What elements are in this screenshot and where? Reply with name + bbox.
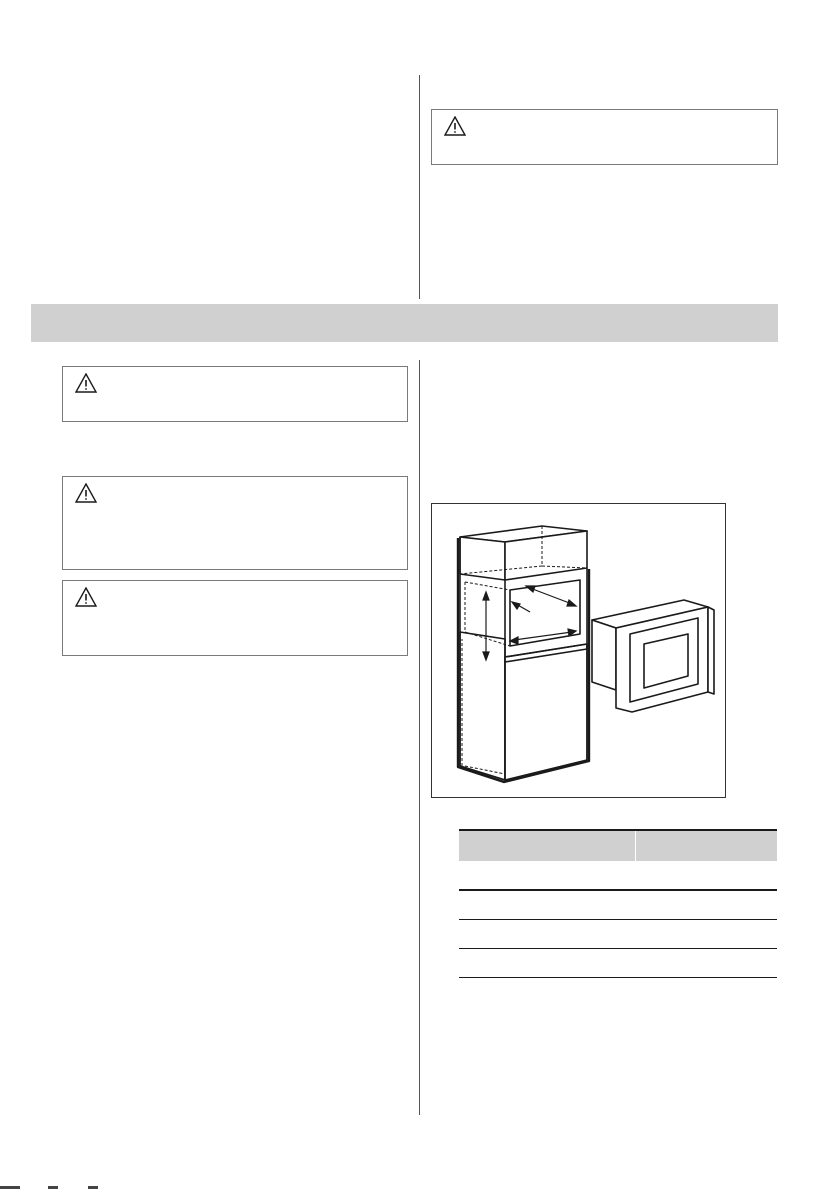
warning-triangle-icon bbox=[75, 587, 97, 607]
table-header-row bbox=[459, 829, 777, 861]
table-row bbox=[459, 891, 777, 920]
column-divider-bottom bbox=[419, 360, 420, 1115]
table-row bbox=[459, 861, 777, 891]
warning-box-left-3 bbox=[62, 580, 408, 656]
warning-triangle-icon bbox=[75, 373, 97, 393]
column-divider-top bbox=[419, 75, 420, 299]
table-row bbox=[459, 920, 777, 949]
warning-box-top-right bbox=[431, 109, 778, 165]
page-footer-fragment bbox=[0, 1186, 120, 1192]
section-header-band bbox=[31, 304, 778, 342]
built-in-appliance-installation-diagram bbox=[432, 504, 725, 797]
warning-triangle-icon bbox=[75, 483, 97, 503]
table-row bbox=[459, 949, 777, 978]
dimension-table bbox=[459, 829, 777, 978]
installation-figure bbox=[431, 503, 726, 798]
warning-triangle-icon bbox=[444, 116, 466, 136]
warning-box-left-2 bbox=[62, 476, 408, 570]
warning-box-left-1 bbox=[62, 366, 408, 422]
